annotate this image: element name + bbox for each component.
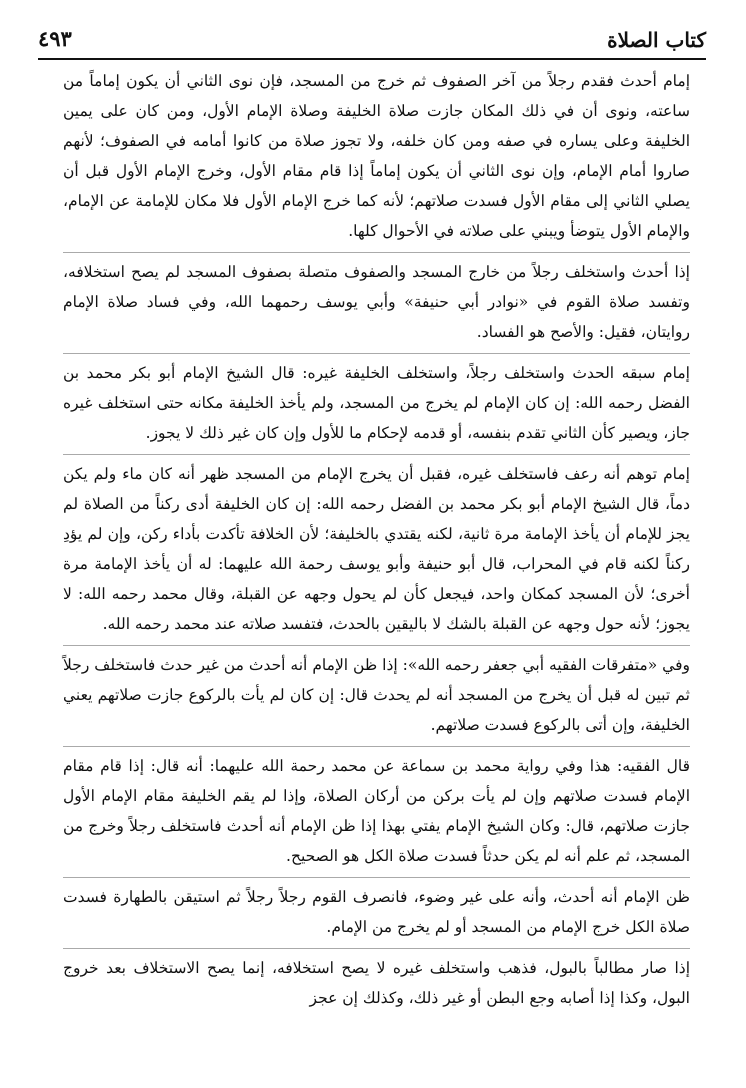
page-body bbox=[63, 66, 690, 1023]
paragraph: إمام توهم أنه رعف فاستخلف غيره، فقبل أن يخرج الإمام من المسجد ظهر أنه كان ماء ولم يكن دماً، قال الشيخ الإمام أبو بكر محمد بن الفضل رحمه الله: إن كان الخليفة أدى ركناً من الصلاة لم يجز للإمام أن يأخذ الإمامة مرة ثانية، لكنه يقتدي بالخليفة؛ لأن الخلافة تأكدت بأداء ركن، وإن لم يؤدِ ركناً لكنه قام في المحراب، قال أبو حنيفة وأبو يوسف رحمة الله عليهما: له أن يأخذ الإمامة مرة أخرى؛ لأن المسجد كمكان واحد، فيجعل كأن لم يحول وجهه عن القبلة، وقال محمد رحمه الله: لا يجوز؛ لأنه حول وجهه عن القبلة بالشك لا باليقين بالحدث، فتفسد صلاته عند محمد رحمه الله. bbox=[63, 459, 690, 646]
paragraph: ظن الإمام أنه أحدث، وأنه على غير وضوء، فانصرف القوم رجلاً رجلاً ثم استيقن بالطهارة فسدت صلاة الكل خرج الإمام من المسجد أو لم يخرج من الإمام. bbox=[63, 882, 690, 949]
paragraph: إمام أحدث فقدم رجلاً من آخر الصفوف ثم خرج من المسجد، فإن نوى الثاني أن يكون إماماً من ساعته، ونوى أن في ذلك المكان جازت صلاة الخليفة وصلاة الإمام الأول، ومن كان على يمين الخليفة وعلى يساره في صفه ومن كان خلفه، ولا تجوز صلاة من كانوا أمامه في الصفوف؛ لأنهم صاروا أمام الإمام، وإن نوى الثاني أن يكون إماماً إذا قام مقام الأول، وخرج الإمام الأول قبل أن يصلي الثاني إلى مقام الأول فسدت صلاتهم؛ لأنه كما خرج الإمام الأول فلا مكان للإمامة عن الإمام، والإمام الأول يتوضأ ويبني على صلاته في الأحوال كلها. bbox=[63, 66, 690, 253]
paragraph: قال الفقيه: هذا وفي رواية محمد بن سماعة عن محمد رحمة الله عليهما: أنه قال: إذا قام مقام الإمام فسدت صلاتهم وإن لم يأت بركن من أركان الصلاة، وإذا لم يقم الخليفة مقام الإمام الأول جازت صلاتهم، قال: وكان الشيخ الإمام يفتي بهذا إذا ظن الإمام أنه أحدث فاستخلف رجلاً وخرج من المسجد، ثم علم أنه لم يكن حدثاً فسدت صلاة الكل هو الصحيح. bbox=[63, 751, 690, 878]
page-number: ٤٩٣ bbox=[38, 26, 72, 51]
paragraph: إمام سبقه الحدث واستخلف رجلاً، واستخلف الخليفة غيره: قال الشيخ الإمام أبو بكر محمد بن الفضل رحمه الله: إن كان الإمام لم يخرج من المسجد، ولم يأخذ الخليفة مكانه حتى استخلف غيره جاز، ويصير كأن الثاني تقدم بنفسه، أو قدمه لإحكام ما للأول وإن كان غير ذلك لا يجوز. bbox=[63, 358, 690, 455]
paragraph: إذا صار مطالباً بالبول، فذهب واستخلف غيره لا يصح استخلافه، إنما يصح الاستخلاف بعد خروج البول، وكذا إذا أصابه وجع البطن أو غير ذلك، وكذلك إن عجز bbox=[63, 959, 690, 1007]
chapter-title: كتاب الصلاة bbox=[607, 28, 706, 52]
paragraph: إذا أحدث واستخلف رجلاً من خارج المسجد والصفوف متصلة بصفوف المسجد لم يصح استخلافه، وتفسد صلاة القوم في «نوادر أبي حنيفة» وأبي يوسف رحمهما الله، وفي فساد صلاة الإمام روايتان، فقيل: والأصح هو الفساد. bbox=[63, 257, 690, 354]
paragraph: وفي «متفرقات الفقيه أبي جعفر رحمه الله»: إذا ظن الإمام أنه أحدث من غير حدث فاستخلف رجلاً ثم تبين له قبل أن يخرج من المسجد أنه لم يحدث قال: إن كان لم يأت بالركوع جازت صلاتهم يعني الخليفة، وإن أتى بالركوع فسدت صلاتهم. bbox=[63, 650, 690, 747]
page-header bbox=[38, 22, 706, 60]
